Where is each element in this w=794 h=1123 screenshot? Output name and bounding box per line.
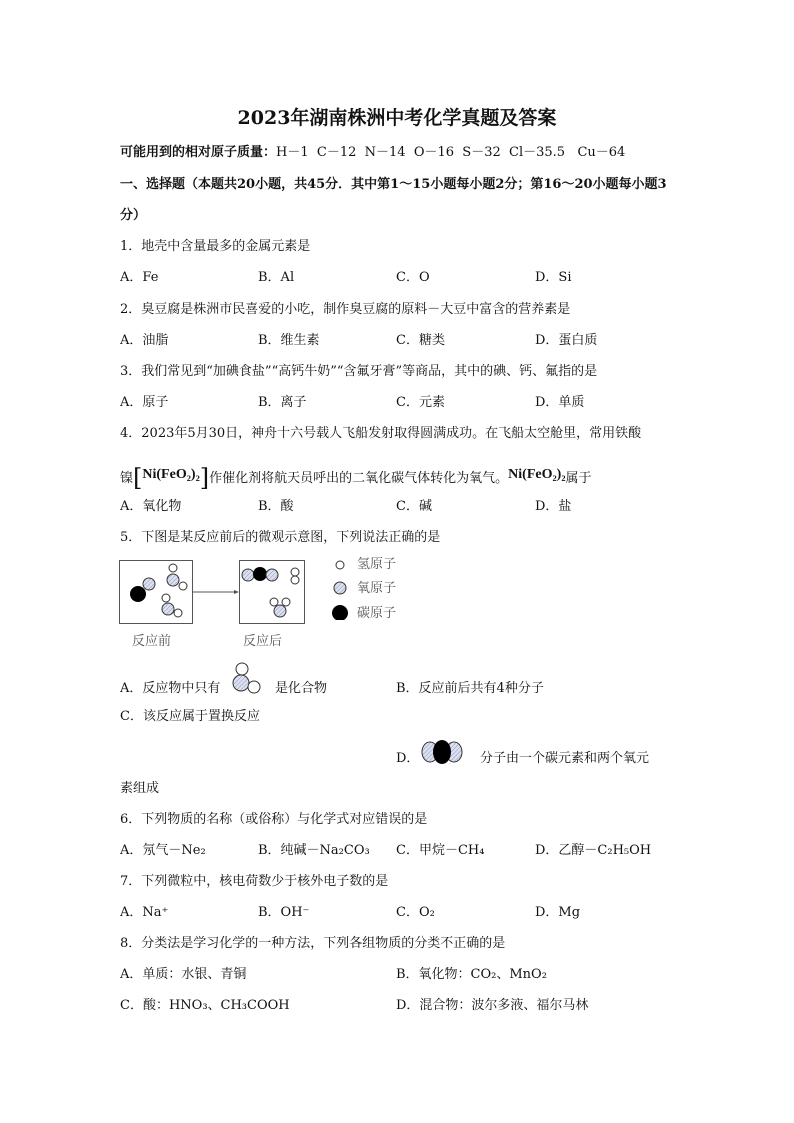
atomic-mass-label: 可能用到的相对原子质量： — [120, 145, 277, 160]
q6-option-b: B．纯碱－Na₂CO₃ — [258, 843, 370, 858]
q3-option-b: B．离子 — [258, 395, 307, 410]
hydrogen-atom — [169, 564, 177, 572]
question-6-stem: 6．下列物质的名称（或俗称）与化学式对应错误的是 — [120, 812, 428, 827]
q7-option-a: A．Na⁺ — [120, 905, 169, 920]
q3-option-d: D．单质 — [535, 395, 585, 410]
q5-option-a-pre: A．反应物中只有 — [120, 681, 221, 696]
oxygen-atom — [167, 574, 179, 586]
q2-option-b: B．维生素 — [258, 333, 320, 348]
carbon-atom — [253, 567, 267, 581]
q3-option-a: A．原子 — [120, 395, 169, 410]
oxygen-atom — [266, 569, 278, 581]
hydrogen-legend-icon — [336, 561, 344, 569]
hydrogen-atom — [270, 598, 278, 606]
question-3-stem: 3．我们常见到“加碘食盐”“高钙牛奶”“含氟牙膏”等商品，其中的碘、钙、氟指的是 — [120, 364, 598, 379]
oxygen-atom — [242, 569, 254, 581]
page-title: 2023年湖南株洲中考化学真题及答案 — [237, 107, 557, 129]
bracket-left: [ — [133, 464, 143, 492]
q1-option-b: B．Al — [258, 270, 295, 285]
legend-carbon: 碳原子 — [357, 606, 397, 621]
question-8-stem: 8．分类法是学习化学的一种方法，下列各组物质的分类不正确的是 — [120, 936, 506, 951]
legend-icons — [330, 556, 350, 620]
q5-option-c: C．该反应属于置换反应 — [120, 709, 260, 724]
q5-option-a-post: 是化合物 — [275, 681, 328, 696]
q6-option-c: C．甲烷－CH₄ — [396, 843, 485, 858]
hydrogen-atom — [162, 594, 170, 602]
oxygen-legend-icon — [334, 582, 346, 594]
legend-hydrogen: 氢原子 — [357, 557, 397, 572]
hydrogen-atom — [179, 582, 187, 590]
hydrogen-atom — [282, 598, 290, 606]
legend-oxygen: 氧原子 — [357, 581, 397, 596]
hydrogen-atom — [291, 568, 299, 576]
hydrogen-atom — [174, 609, 182, 617]
bracket-right: ] — [199, 464, 210, 492]
q7-option-b: B．OH⁻ — [258, 905, 310, 920]
carbon-legend-icon — [332, 605, 348, 620]
q2-option-c: C．糖类 — [396, 333, 445, 348]
q5-option-b: B．反应前后共有4种分子 — [396, 681, 544, 696]
water-molecule-icon — [228, 660, 268, 696]
q5-option-d-pre: D． — [396, 751, 420, 766]
oxygen-atom — [162, 603, 174, 615]
co2-molecule-icon — [418, 738, 468, 766]
q2-option-d: D．蛋白质 — [535, 333, 598, 348]
reaction-diagram — [118, 556, 348, 628]
oxygen-atom — [143, 578, 155, 590]
q8-option-c: C．酸：HNO₃、CH₃COOH — [120, 998, 290, 1013]
q4-text-post: 属于 — [565, 471, 592, 486]
q1-option-c: C．O — [396, 270, 430, 285]
q6-option-a: A．氖气－Ne₂ — [120, 843, 206, 858]
carbon-atom — [130, 586, 146, 602]
q5-option-d-post: 分子由一个碳元素和两个氧元 — [480, 751, 650, 766]
q4-formula-2: Ni(FeO₂)₂ — [508, 467, 566, 482]
atomic-mass-line — [120, 145, 625, 161]
q6-option-d: D．乙醇－C₂H₅OH — [535, 843, 652, 858]
q4-option-a: A．氧化物 — [120, 499, 182, 514]
q5-option-d-cont: 素组成 — [120, 781, 160, 796]
atomic-mass-values: H－1 C－12 N－14 O－16 S－32 Cl－35.5 Cu－64 — [276, 145, 626, 160]
caption-after: 反应后 — [243, 634, 283, 649]
q4-option-d: D．盐 — [535, 499, 572, 514]
oxygen-atom — [274, 605, 286, 617]
q8-option-b: B．氧化物：CO₂、MnO₂ — [396, 967, 547, 982]
q4-text-mid: 作催化剂将航天员呼出的二氧化碳气体转化为氧气。 — [209, 471, 509, 486]
question-4-stem-cont — [120, 464, 592, 490]
hydrogen-atom — [291, 576, 299, 584]
question-4-stem: 4．2023年5月30日，神舟十六号载人飞船发射取得圆满成功。在飞船太空舱里，常用铁酸 — [120, 426, 642, 441]
question-5-stem: 5．下图是某反应前后的微观示意图，下列说法正确的是 — [120, 530, 441, 545]
q7-option-d: D．Mg — [535, 905, 581, 920]
q1-option-a: A．Fe — [120, 270, 159, 285]
q8-option-a: A．单质：水银、青铜 — [120, 967, 247, 982]
q1-option-d: D．Si — [535, 270, 572, 285]
q4-formula: Ni(FeO₂)₂ — [142, 467, 200, 482]
q7-option-c: C．O₂ — [396, 905, 435, 920]
question-1-stem: 1．地壳中含量最多的金属元素是 — [120, 239, 311, 254]
question-2-stem: 2．臭豆腐是株洲市民喜爱的小吃，制作臭豆腐的原料－大豆中富含的营养素是 — [120, 302, 571, 317]
section-heading: 一、选择题（本题共20小题，共45分．其中第1～15小题每小题2分；第16～20小题每小题3 — [120, 177, 667, 192]
q8-option-d: D．混合物：波尔多液、福尔马林 — [396, 998, 589, 1013]
caption-before: 反应前 — [132, 634, 172, 649]
q4-text-pre: 镍 — [120, 471, 134, 486]
q4-option-c: C．碱 — [396, 499, 432, 514]
question-7-stem: 7．下列微粒中，核电荷数少于核外电子数的是 — [120, 874, 389, 889]
q4-option-b: B．酸 — [258, 499, 294, 514]
section-heading-cont: 分） — [120, 208, 147, 223]
q3-option-c: C．元素 — [396, 395, 445, 410]
q2-option-a: A．油脂 — [120, 333, 169, 348]
